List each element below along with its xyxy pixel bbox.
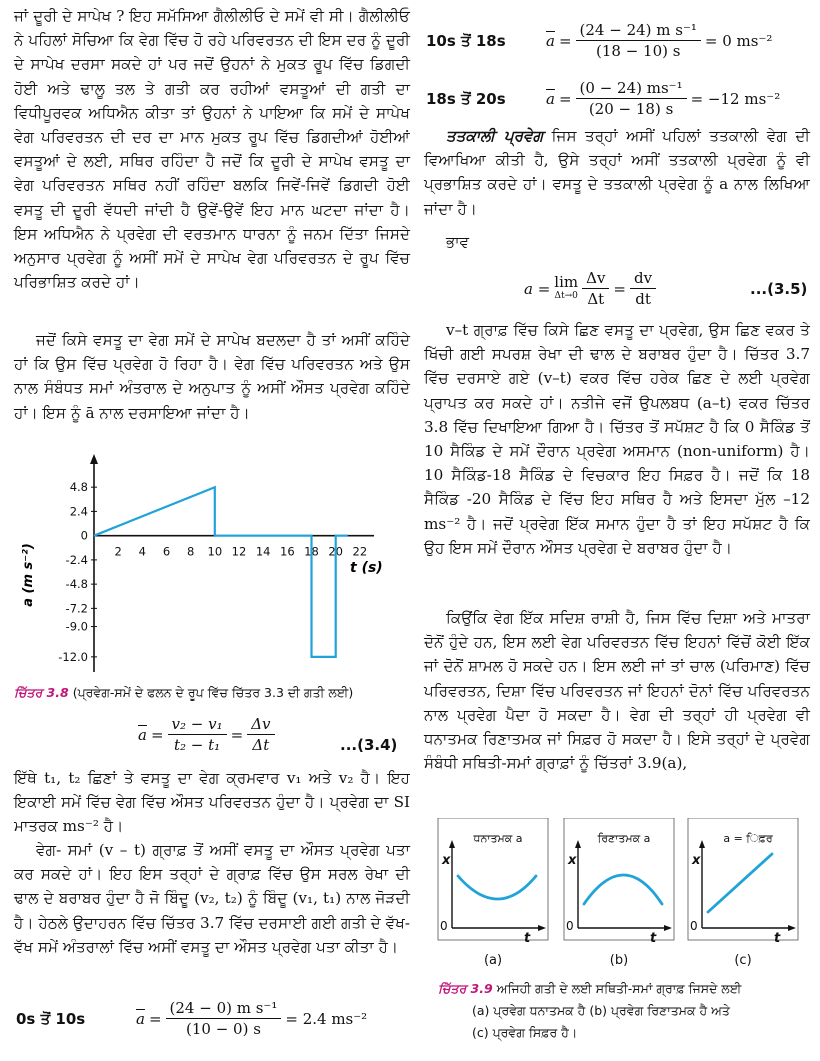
paragraph-vt-tangent: v–t ਗ੍ਰਾਫ਼ ਵਿੱਚ ਕਿਸੇ ਛਿਣ ਵਸਤੂ ਦਾ ਪ੍ਰਵੇਗ, ਉਸ ਛਿਣ ਵਕਰ ਤੇ ਖਿੱਚੀ ਗਈ ਸਪਰਸ਼ ਰੇਖਾ ਦੀ ਢਾਲ ਦੇ ਬਰਾਬਰ ਹੁੰਦਾ ਹੈ। ਚਿੱਤਰ 3.7 ਵਿੱਚ ਦਰਸਾਏ ਗਏ (v–t) ਵਕਰ ਵਿੱਚ ਹਰੇਕ ਛਿਣ ਦੇ ਲਈ ਪ੍ਰਵੇਗ ਪ੍ਰਾਪਤ ਕਰ ਸਕਦੇ ਹਾਂ। ਨਤੀਜੇ ਵਜੋਂ ਉਪਲਬਧ (a–t) ਵਕਰ ਚਿੱਤਰ 3.8 ਵਿੱਚ ਦਿਖਾਇਆ ਗਿਆ ਹੈ। ਚਿੱਤਰ ਤੋਂ ਸਪੱਸ਼ਟ ਹੈ ਕਿ 0 ਸੈਕਿੰਡ ਤੋਂ 10 ਸੈਕਿੰਡ ਦੇ ਸਮੇਂ ਦੌਰਾਨ ਪ੍ਰਵੇਗ ਅਸਮਾਨ (non-uniform) ਹੈ।10 ਸੈਕਿੰਡ-18 ਸੈਕਿੰਡ ਦੇ ਵਿਚਕਾਰ ਇਹ ਸਿਫ਼ਰ ਹੈ। ਜਦੋਂ ਕਿ 18 ਸੈਕਿੰਡ -20 ਸੈਕਿੰਡ ਦੇ ਵਿੱਚ ਇਹ ਸਥਿਰ ਹੈ ਅਤੇ ਇਸਦਾ ਮੁੱਲ –12 ms⁻² ਹੈ। ਜਦੋਂ ਪ੍ਰਵੇਗ ਇੱਕ ਸਮਾਨ ਹੁੰਦਾ ਹੈ ਤਾਂ ਇਹ ਸਪੱਸ਼ਟ ਹੈ ਕਿ ਉਹ ਇਸ ਸਮੇਂ ਦੌਰਾਨ ਔਸਤ ਪ੍ਰਵੇਗ ਦੇ ਬਰਾਬਰ ਹੁੰਦਾ ਹੈ। bbox=[424, 321, 810, 557]
fig38-y-tick-label: -4.8 bbox=[65, 577, 88, 592]
fig38-x-tick-label: 20 bbox=[328, 544, 343, 559]
eq35-limit: lim Δt→0 bbox=[554, 272, 579, 301]
figure-3-8-acceleration-time-graph bbox=[14, 450, 410, 678]
eq35-fraction-1: $\frac{\Delta v}{\Delta t}$ bbox=[582, 268, 609, 309]
figure-3-8-caption-label: ਚਿੱਤਰ 3.8 bbox=[14, 685, 69, 700]
paragraph-vector-quantity: ਕਿਉਂਕਿ ਵੇਗ ਇੱਕ ਸਦਿਸ਼ ਰਾਸ਼ੀ ਹੈ, ਜਿਸ ਵਿੱਚ ਦਿਸ਼ਾ ਅਤੇ ਮਾਤਰਾ ਦੋਨੋਂ ਹੁੰਦੇ ਹਨ, ਇਸ ਲਈ ਵੇਗ ਪਰਿਵਰਤਨ ਵਿੱਚ ਇਹਨਾਂ ਵਿੱਚੋਂ ਕੋਈ ਇੱਕ ਜਾਂ ਦੋਨੋਂ ਸ਼ਾਮਲ ਹੋ ਸਕਦੇ ਹਨ। ਇਸ ਲਈ ਜਾਂ ਤਾਂ ਚਾਲ (ਪਰਿਮਾਣ) ਵਿੱਚ ਪਰਿਵਰਤਨ, ਦਿਸ਼ਾ ਵਿੱਚ ਪਰਿਵਰਤਨ ਜਾਂ ਇਹਨਾਂ ਦੋਨਾਂ ਵਿੱਚ ਪਰਿਵਰਤਨ ਨਾਲ ਪ੍ਰਵੇਗ ਪੈਦਾ ਹੋ ਸਕਦਾ ਹੈ। ਵੇਗ ਦੀ ਤਰ੍ਹਾਂ ਹੀ ਪ੍ਰਵੇਗ ਵੀ ਧਨਾਤਮਕ ਰਿਣਾਤਮਕ ਜਾਂ ਸਿਫ਼ਰ ਹੋ ਸਕਦਾ ਹੈ। ਇਸੇ ਤਰ੍ਹਾਂ ਦੇ ਪ੍ਰਵੇਗ ਸੰਬੰਧੀ ਸਥਿਤੀ-ਸਮਾਂ ਗ੍ਰਾਫ਼ਾਂ ਨੂੰ ਚਿੱਤਰਾਂ 3.9(a), bbox=[424, 609, 810, 773]
fig38-x-tick-label: 22 bbox=[352, 544, 368, 559]
fig38-x-tick-label: 4 bbox=[138, 544, 146, 559]
figure-3-9-caption-a: (a) ਪ੍ਰਵੇਗ ਧਨਾਤਮਕ ਹੈ (b) ਪ੍ਰਵੇਗ ਰਿਣਾਤਮਕ ਹੈ ਅਤੇ bbox=[472, 1003, 730, 1018]
example-2-result: = 0 ms⁻² bbox=[704, 31, 773, 50]
example-3-result: = −12 ms⁻² bbox=[690, 89, 781, 108]
fig39-panel-label: (b) bbox=[609, 953, 629, 968]
fig39-y-arrow bbox=[449, 840, 455, 848]
fig39-x-label: t bbox=[650, 931, 657, 946]
fig38-y-tick-label: -2.4 bbox=[65, 552, 88, 567]
paragraph-average-acceleration: ਜਦੋਂ ਕਿਸੇ ਵਸਤੂ ਦਾ ਵੇਗ ਸਮੇਂ ਦੇ ਸਾਪੇਖ ਬਦਲਦਾ ਹੈ ਤਾਂ ਅਸੀਂ ਕਹਿੰਦੇ ਹਾਂ ਕਿ ਉਸ ਵਿੱਚ ਪ੍ਰਵੇਗ ਹੋ ਰਿਹਾ ਹੈ। ਵੇਗ ਵਿੱਚ ਪਰਿਵਰਤਨ ਅਤੇ ਉਸ ਨਾਲ ਸੰਬੰਧਤ ਸਮਾਂ ਅੰਤਰਾਲ ਦੇ ਅਨੁਪਾਤ ਨੂੰ ਅਸੀਂ ਔਸਤ ਪ੍ਰਵੇਗ ਕਹਿੰਦੇ ਹਾਂ। ਇਸ ਨੂੰ ā ਨਾਲ ਦਰਸਾਇਆ ਜਾਂਦਾ ਹੈ। bbox=[14, 331, 410, 422]
fig39-x-label: t bbox=[524, 931, 531, 946]
example-0-to-10s: 0s ਤੋਂ 10s $\overline{a}$ = $\frac{\text{(24 − 0) m s⁻¹}}{(10 - 0) s}$ = 2.4 ms⁻² bbox=[16, 999, 368, 1038]
eq35-lhs: a = bbox=[524, 279, 551, 298]
eq34-fraction-1: $\frac{\text{v₂ − v₁}}{\text{t₂ − t₁}}$ bbox=[168, 714, 227, 755]
fig39-panel-label: (a) bbox=[483, 953, 503, 968]
fig38-y-axis-label: a (m s⁻²) bbox=[21, 543, 36, 607]
fig38-y-tick-label: -12.0 bbox=[58, 649, 88, 664]
fig38-x-tick-label: 14 bbox=[255, 544, 271, 559]
fig38-x-tick-label: 2 bbox=[114, 544, 122, 559]
fig38-x-tick-label: 12 bbox=[231, 544, 247, 559]
fig39-curve bbox=[708, 854, 772, 912]
paragraph-si-unit: ਇੱਥੇ t₁, t₂ ਛਿਣਾਂ ਤੇ ਵਸਤੂ ਦਾ ਵੇਗ ਕ੍ਰਮਵਾਰ v₁ ਅਤੇ v₂ ਹੈ। ਇਹ ਇਕਾਈ ਸਮੇਂ ਵਿੱਚ ਵੇਗ ਵਿੱਚ ਔਸਤ ਪਰਿਵਰਤਨ ਹੁੰਦਾ ਹੈ। ਪ੍ਰਵੇਗ ਦਾ SI ਮਾਤਰਕ ms⁻² ਹੈ। bbox=[14, 769, 410, 836]
fig38-x-tick-label: 18 bbox=[304, 544, 319, 559]
fig39-panel-c bbox=[688, 818, 798, 968]
fig38-y-tick-label: 4.8 bbox=[69, 480, 88, 495]
fig39-x-arrow bbox=[538, 925, 546, 931]
example-10-to-18s: 10s ਤੋਂ 18s $\overline{a}$ = $\frac{\text{(24 − 24) m s⁻¹}}{(18 - 10) s}$ = 0 ms⁻² bbox=[426, 21, 773, 60]
fig39-y-arrow bbox=[575, 840, 581, 848]
equation-3-4: $\overline{a}$ = $\frac{\text{v₂ − v₁}}{\text{t₂ − t₁}}$ = $\frac{\Delta v}{\Delta t}$ bbox=[138, 714, 275, 755]
fig38-x-tick-label: 8 bbox=[187, 544, 195, 559]
fig39-panel-b bbox=[564, 818, 674, 968]
fig39-x-arrow bbox=[664, 925, 672, 931]
figure-3-9-caption bbox=[438, 980, 810, 1042]
fig38-y-arrow bbox=[90, 454, 98, 464]
eq34-number: ...(3.4) bbox=[340, 736, 398, 754]
fig38-x-axis-label: t (s) bbox=[350, 560, 383, 576]
fig39-panel-label: (c) bbox=[734, 953, 752, 968]
fig39-y-label: x bbox=[692, 853, 701, 868]
fig38-x-tick-label: 6 bbox=[162, 544, 171, 559]
figure-3-9-caption-c: (c) ਪ੍ਰਵੇਗ ਸਿਫ਼ਰ ਹੈ। bbox=[472, 1025, 578, 1040]
example-1-label: 0s ਤੋਂ 10s bbox=[16, 1009, 86, 1028]
fig38-axes bbox=[90, 454, 374, 672]
example-2-fraction: $\frac{\text{(24 − 24) m s⁻¹}}{(18 - 10) s}$ bbox=[576, 20, 701, 61]
fig38-x-tick-label: 16 bbox=[280, 544, 295, 559]
example-3-label: 18s ਤੋਂ 20s bbox=[426, 89, 506, 108]
bhav-label: ਭਾਵ bbox=[446, 233, 470, 251]
fig38-y-tick-label: -7.2 bbox=[65, 601, 88, 616]
instantaneous-acceleration-term: ਤਤਕਾਲੀ ਪ੍ਰਵੇਗ bbox=[446, 127, 544, 145]
example-18-to-20s: 18s ਤੋਂ 20s $\overline{a}$ = $\frac{\text{(0 − 24) ms⁻¹}}{(20 - 18) s}$ = −12 ms⁻² bbox=[426, 79, 781, 118]
fig39-x-arrow bbox=[788, 925, 796, 931]
fig38-tick-labels bbox=[58, 480, 367, 664]
eq34-fraction-2: $\frac{\Delta v}{\Delta t}$ bbox=[247, 714, 274, 755]
fig39-y-arrow bbox=[699, 840, 705, 848]
fig39-y-label: x bbox=[442, 853, 451, 868]
fig39-origin-label: 0 bbox=[690, 919, 698, 933]
fig39-panel-title: ਧਨਾਤਮਕ a bbox=[473, 832, 523, 845]
fig39-panel-title: ਰਿਣਾਤਮਕ a bbox=[597, 832, 651, 845]
fig39-origin-label: 0 bbox=[566, 919, 574, 933]
fig38-y-tick-label: 2.4 bbox=[69, 504, 88, 519]
fig39-curve bbox=[584, 875, 662, 904]
eq34-lhs: $\overline{a}$ bbox=[138, 725, 147, 744]
fig39-curve bbox=[458, 876, 536, 899]
fig38-y-tick-label: -9.0 bbox=[65, 619, 88, 634]
figure-3-9-position-time-graphs bbox=[424, 818, 810, 976]
fig38-y-tick-label: 0 bbox=[80, 528, 88, 543]
equation-3-5: a = lim Δt→0 $\frac{\Delta v}{\Delta t}$ = $\frac{dv}{dt}$ bbox=[524, 268, 656, 309]
fig39-panel-a bbox=[438, 818, 548, 968]
eq35-fraction-2: $\frac{dv}{dt}$ bbox=[630, 268, 656, 309]
paragraph-vt-graph: ਵੇਗ- ਸਮਾਂ (v – t) ਗ੍ਰਾਫ਼ ਤੋਂ ਅਸੀਂ ਵਸਤੂ ਦਾ ਔਸਤ ਪ੍ਰਵੇਗ ਪਤਾ ਕਰ ਸਕਦੇ ਹਾਂ। ਇਹ ਇਸ ਤਰ੍ਹਾਂ ਦੇ ਗ੍ਰਾਫ਼ ਵਿੱਚ ਉਸ ਸਰਲ ਰੇਖਾ ਦੀ ਢਾਲ ਦੇ ਬਰਾਬਰ ਹੁੰਦਾ ਹੈ ਜੋ ਬਿੰਦੂ (v₂, t₂) ਨੂੰ ਬਿੰਦੂ (v₁, t₁) ਨਾਲ ਜੋੜਦੀ ਹੈ। ਹੇਠਲੇ ਉਦਾਹਰਨ ਵਿੱਚ ਚਿੱਤਰ 3.7 ਵਿੱਚ ਦਰਸਾਈ ਗਈ ਗਤੀ ਦੇ ਵੱਖ-ਵੱਖ ਸਮੇਂ ਅੰਤਰਾਲਾਂ ਵਿੱਚ ਅਸੀਂ ਵਸਤੂ ਦਾ ਔਸਤ ਪ੍ਰਵੇਗ ਪਤਾ ਕੀਤਾ ਹੈ। bbox=[14, 841, 410, 956]
example-1-fraction: $\frac{\text{(24 − 0) m s⁻¹}}{(10 - 0) s}$ bbox=[166, 998, 282, 1039]
figure-3-8-caption bbox=[14, 684, 410, 702]
fig39-y-label: x bbox=[568, 853, 577, 868]
paragraph-galileo: ਜਾਂ ਦੂਰੀ ਦੇ ਸਾਪੇਖ ? ਇਹ ਸਮੱਸਿਆ ਗੈਲੀਲੀਓ ਦੇ ਸਮੇਂ ਵੀ ਸੀ। ਗੈਲੀਲੀਓ ਨੇ ਪਹਿਲਾਂ ਸੋਚਿਆ ਕਿ ਵੇਗ ਵਿੱਚ ਹੋ ਰਹੇ ਪਰਿਵਰਤਨ ਦੀ ਇਸ ਦਰ ਨੂੰ ਦੂਰੀ ਦੇ ਸਾਪੇਖ ਦਰਸਾ ਸਕਦੇ ਹਾਂ ਪਰ ਜਦੋਂ ਉਹਨਾਂ ਨੇ ਮੁਕਤ ਰੂਪ ਵਿੱਚ ਡਿਗਦੀ ਹੋਈ ਅਤੇ ਢਾਲੂ ਤਲ ਤੇ ਗਤੀ ਕਰ ਰਹੀਆਂ ਵਸਤੂਆਂ ਦੀ ਗਤੀ ਦਾ ਵਿਧੀਪੂਰਵਕ ਅਧਿਐਨ ਕੀਤਾ ਤਾਂ ਉਹਨਾਂ ਨੇ ਪਾਇਆ ਕਿ ਸਮੇਂ ਦੇ ਸਾਪੇਖ ਵੇਗ ਪਰਿਵਰਤਨ ਦੀ ਦਰ ਦਾ ਮਾਨ ਮੁਕਤ ਰੂਪ ਵਿੱਚ ਡਿਗਦੀਆਂ ਹੋਈਆਂ ਵਸਤੂਆਂ ਦੇ ਲਈ, ਸਥਿਰ ਰਹਿੰਦਾ ਹੈ ਜਦੋਂ ਕਿ ਦੂਰੀ ਦੇ ਸਾਪੇਖ ਵਸਤੂ ਦਾ ਵੇਗ ਪਰਿਵਰਤਨ ਸਥਿਰ ਨਹੀਂ ਰਹਿੰਦਾ ਬਲਕਿ ਜਿਵੇਂ-ਜਿਵੇਂ ਡਿਗਦੀ ਹੋਈ ਵਸਤੂ ਦੀ ਦੂਰੀ ਵੱਧਦੀ ਜਾਂਦੀ ਹੈ ਉਵੇਂ-ਉਵੇਂ ਇਹ ਮਾਨ ਘਟਦਾ ਜਾਂਦਾ ਹੈ। ਇਸ ਅਧਿਐਨ ਨੇ ਪ੍ਰਵੇਗ ਦੀ ਵਰਤਮਾਨ ਧਾਰਨਾ ਨੂੰ ਜਨਮ ਦਿੱਤਾ ਜਿਸਦੇ ਅਨੁਸਾਰ ਪ੍ਰਵੇਗ ਨੂੰ ਅਸੀਂ ਸਮੇਂ ਦੇ ਸਾਪੇਖ ਵੇਗ ਪਰਿਵਰਤਨ ਦੇ ਰੂਪ ਵਿੱਚ ਪਰਿਭਾਸ਼ਿਤ ਕਰਦੇ ਹਾਂ। bbox=[14, 7, 410, 292]
example-1-result: = 2.4 ms⁻² bbox=[285, 1009, 368, 1028]
fig38-series-line bbox=[94, 487, 348, 657]
example-2-label: 10s ਤੋਂ 18s bbox=[426, 31, 506, 50]
figure-3-8-caption-text: (ਪ੍ਰਵੇਗ-ਸਮੇਂ ਦੇ ਫਲਨ ਦੇ ਰੂਪ ਵਿੱਚ ਚਿੱਤਰ 3.3 ਦੀ ਗਤੀ ਲਈ) bbox=[72, 685, 354, 700]
paragraph-instantaneous-acceleration: ਤਤਕਾਲੀ ਪ੍ਰਵੇਗ ਜਿਸ ਤਰ੍ਹਾਂ ਅਸੀਂ ਪਹਿਲਾਂ ਤਤਕਾਲੀ ਵੇਗ ਦੀ ਵਿਆਖਿਆ ਕੀਤੀ ਹੈ, ਉਸੇ ਤਰ੍ਹਾਂ ਅਸੀਂ ਤਤਕਾਲੀ ਪ੍ਰਵੇਗ ਨੂੰ ਵੀ ਪ੍ਰਭਾਸ਼ਿਤ ਕਰਦੇ ਹਾਂ। ਵਸਤੂ ਦੇ ਤਤਕਾਲੀ ਪ੍ਰਵੇਗ ਨੂੰ a ਨਾਲ ਲਿਖਿਆ ਜਾਂਦਾ ਹੈ। bbox=[424, 127, 811, 218]
eq35-number: ...(3.5) bbox=[750, 280, 808, 298]
figure-3-9-caption-text: ਅਜਿਹੀ ਗਤੀ ਦੇ ਲਈ ਸਥਿਤੀ-ਸਮਾਂ ਗ੍ਰਾਫ਼ ਜਿਸਦੇ ਲਈ bbox=[496, 981, 742, 996]
fig38-series bbox=[94, 487, 348, 657]
fig39-x-label: t bbox=[774, 931, 781, 946]
fig39-panels bbox=[438, 818, 798, 968]
example-3-fraction: $\frac{\text{(0 − 24) ms⁻¹}}{(20 - 18) s}$ bbox=[576, 78, 687, 119]
fig39-panel-title: a = ਿਫ਼ਰ bbox=[723, 832, 773, 845]
figure-3-9-caption-label: ਚਿੱਤਰ 3.9 bbox=[438, 981, 493, 996]
fig38-x-tick-label: 10 bbox=[207, 544, 223, 559]
fig39-origin-label: 0 bbox=[440, 919, 448, 933]
